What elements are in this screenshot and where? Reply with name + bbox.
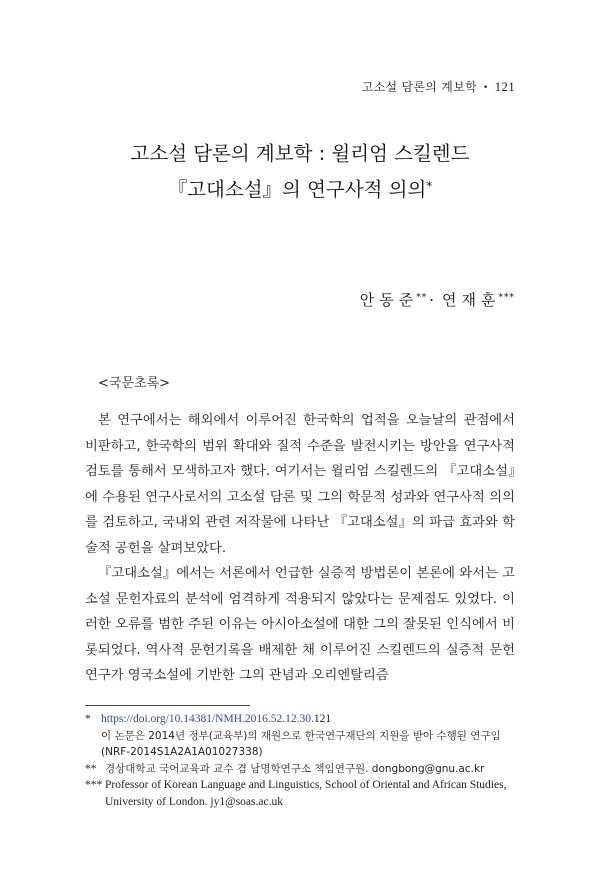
footnote-author-1 bbox=[85, 761, 525, 778]
author-2-name: 연재훈 bbox=[442, 291, 501, 309]
footnote-mark: *** bbox=[85, 779, 103, 791]
abstract-label: <국문초록> bbox=[98, 376, 171, 391]
funding-text: 이 논문은 2014년 정부(교육부)의 재원으로 한국연구재단의 지원을 받아 수행된 연구임 (NRF-2014S1A2A1A01027338) bbox=[101, 729, 501, 758]
footnote-funding bbox=[85, 728, 525, 761]
author-2-mark: *** bbox=[498, 293, 515, 303]
author-2-affiliation: Professor of Korean Language and Linguistics, School of Oriental and African Studies, University of London. jy1@soas.ac.uk bbox=[105, 779, 507, 808]
doi-page: .121 bbox=[311, 713, 332, 725]
footnote-divider bbox=[85, 705, 250, 706]
title-line-2: 『고대소설』의 연구사적 의의 bbox=[167, 178, 427, 201]
title-line-1: 고소설 담론의 계보학 : 윌리엄 스킬렌드 bbox=[130, 142, 470, 165]
running-header bbox=[362, 78, 515, 95]
doi-link[interactable]: https://doi.org/10.14381/NMH.2016.52.12.30 bbox=[101, 713, 311, 725]
footnotes bbox=[85, 711, 525, 810]
author-1-mark: ** bbox=[416, 293, 428, 303]
page-number: 121 bbox=[494, 79, 515, 94]
authors-line bbox=[360, 289, 515, 310]
footnote-mark: * bbox=[85, 713, 91, 725]
author-separator: · bbox=[429, 291, 435, 309]
abstract-body bbox=[85, 408, 515, 689]
author-1-affiliation: 경상대학교 국어교육과 교수 겸 남명학연구소 책임연구원. dongbong@gnu.ac.kr bbox=[105, 762, 485, 775]
running-title: 고소설 담론의 계보학 bbox=[361, 80, 477, 94]
footnote-doi bbox=[85, 711, 525, 728]
abstract-paragraph-2: 『고대소설』에서는 서론에서 언급한 실증적 방법론이 본론에 와서는 고소설 문헌자료의 분석에 엄격하게 적용되지 않았다는 문제점도 있었다. 이러한 오류를 범한 주된 이유는 아시아소설에 대한 그의 잘못된 인식에서 비롯되었다. 역사적 문헌기록을 배제한 채 이루어진 스킬렌드의 실증적 문헌연구가 영국소설에 기반한 그의 관념과 오리엔탈리즘 bbox=[85, 566, 515, 683]
title-footnote-mark: * bbox=[426, 179, 433, 193]
article-title bbox=[0, 138, 600, 206]
footnote-mark: ** bbox=[85, 762, 97, 775]
author-1-name: 안동준 bbox=[359, 291, 419, 309]
abstract-paragraph-1: 본 연구에서는 해외에서 이루어진 한국학의 업적을 오늘날의 관점에서 비판하고, 한국학의 범위 확대와 질적 수준을 발전시키는 방안을 연구사적 검토를 통해서 모색하고자 했다. 여기서는 윌리엄 스킬렌드의 『고대소설』에 수용된 연구사로서의 고소설 담론 및 그의 학문적 성과와 연구사적 의의를 검토하고, 국내외 관련 저작물에 나타난 『고대소설』의 파급 효과와 학술적 공헌을 살펴보았다. bbox=[85, 413, 515, 556]
header-bullet: • bbox=[482, 83, 489, 93]
footnote-author-2 bbox=[85, 777, 525, 810]
